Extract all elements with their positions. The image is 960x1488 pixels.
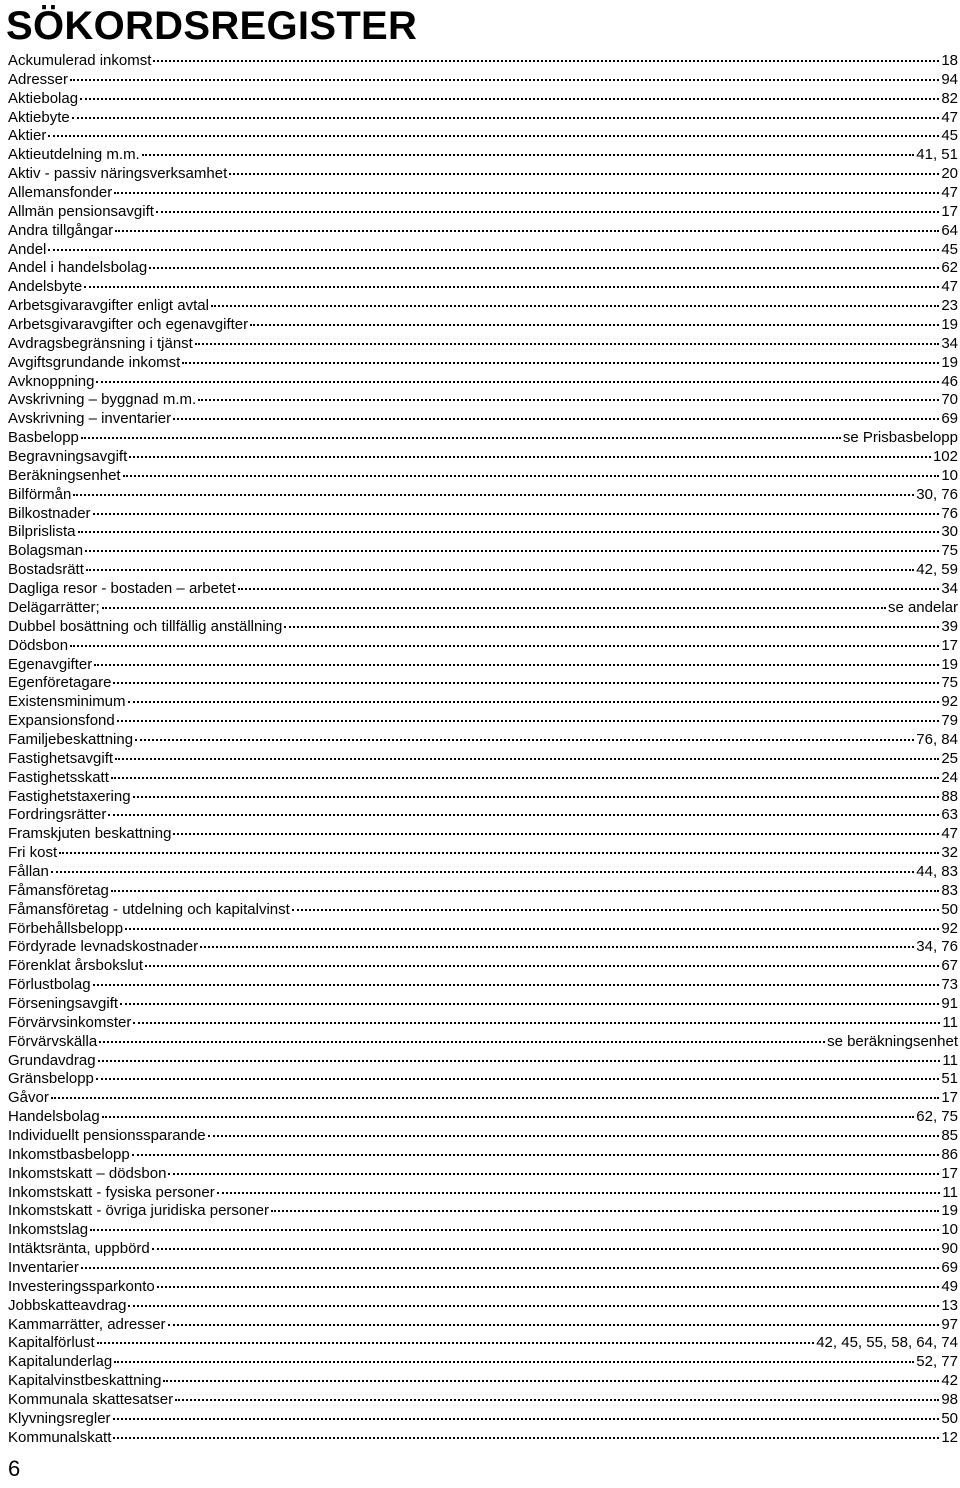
index-page-ref: 20 <box>941 165 958 183</box>
index-page-ref: 92 <box>941 693 958 711</box>
index-page-ref: 42, 59 <box>916 561 958 579</box>
index-page-ref: 30 <box>941 523 958 541</box>
index-term: Bolagsman <box>8 542 84 560</box>
index-page-ref: 51 <box>941 1070 958 1088</box>
dot-leader <box>238 588 940 590</box>
index-page-ref: 30, 76 <box>916 485 958 503</box>
dot-leader <box>115 758 939 760</box>
index-entry <box>8 1240 958 1259</box>
index-term: Fåmansföretag - utdelning och kapitalvinst <box>8 900 290 918</box>
index-entry <box>8 938 958 957</box>
index-term: Kommunalskatt <box>8 1428 112 1446</box>
index-page-ref: 11 <box>942 1051 958 1069</box>
index-term: Allemansfonder <box>8 184 113 202</box>
index-entry <box>8 1184 958 1203</box>
dot-leader <box>114 1361 914 1363</box>
index-entry <box>8 90 958 109</box>
index-term: Avskrivning – byggnad m.m. <box>8 391 197 409</box>
index-entry <box>8 278 958 297</box>
index-page-ref: 76, 84 <box>916 730 958 748</box>
dot-leader <box>70 645 939 647</box>
index-page-ref: 13 <box>941 1296 958 1314</box>
index-entry <box>8 1259 958 1278</box>
index-term: Existensminimum <box>8 693 126 711</box>
index-page-ref: 24 <box>941 768 958 786</box>
index-page-ref: 50 <box>941 900 958 918</box>
index-entry <box>8 882 958 901</box>
index-entry <box>8 1014 958 1033</box>
index-term: Klyvningsregler <box>8 1409 111 1427</box>
index-term: Förenklat årsbokslut <box>8 957 144 975</box>
index-term: Fastighetsavgift <box>8 749 114 767</box>
dot-leader <box>156 211 939 213</box>
index-entry <box>8 391 958 410</box>
index-term: Aktieutdelning m.m. <box>8 146 140 164</box>
index-page-ref: 47 <box>941 825 958 843</box>
index-page-ref: 85 <box>941 1126 958 1144</box>
index-term: Avknoppning <box>8 372 95 390</box>
index-page-ref: 94 <box>941 70 958 88</box>
index-term: Förbehållsbelopp <box>8 919 124 937</box>
index-page-ref: se andelar <box>887 598 958 616</box>
index-page-ref: 10 <box>941 466 958 484</box>
index-term: Andra tillgångar <box>8 221 114 239</box>
dot-leader <box>70 79 939 81</box>
index-entry <box>8 335 958 354</box>
index-term: Egenavgifter <box>8 655 93 673</box>
dot-leader <box>114 192 939 194</box>
index-term: Handelsbolag <box>8 1108 100 1126</box>
index-term: Familjebeskattning <box>8 730 134 748</box>
index-term: Individuellt pensionssparande <box>8 1126 206 1144</box>
index-page-ref: 11 <box>942 1013 958 1031</box>
index-page-ref: 49 <box>941 1277 958 1295</box>
index-entry <box>8 127 958 146</box>
dot-leader <box>145 965 939 967</box>
index-page-ref: 18 <box>941 52 958 69</box>
dot-leader <box>59 852 939 854</box>
index-term: Arbetsgivaravgifter och egenavgifter <box>8 316 249 334</box>
index-page-ref: 47 <box>941 184 958 202</box>
index-term: Andel <box>8 240 47 258</box>
dot-leader <box>133 1022 940 1024</box>
dot-leader <box>72 117 940 119</box>
index-page-ref: 47 <box>941 278 958 296</box>
dot-leader <box>250 324 939 326</box>
dot-leader <box>81 437 841 439</box>
dot-leader <box>97 1342 814 1344</box>
index-entry <box>8 1070 958 1089</box>
index-term: Bostadsrätt <box>8 561 84 579</box>
index-entry <box>8 1316 958 1335</box>
dot-leader <box>94 664 939 666</box>
index-entry <box>8 1089 958 1108</box>
dot-leader <box>113 1418 940 1420</box>
dot-leader <box>51 871 914 873</box>
index-term: Inkomstskatt – dödsbon <box>8 1164 167 1182</box>
index-term: Inkomstslag <box>8 1221 89 1239</box>
index-term: Kapitalförlust <box>8 1334 95 1352</box>
index-entry <box>8 429 958 448</box>
index-page-ref: 73 <box>941 976 958 994</box>
index-term: Basbelopp <box>8 429 79 447</box>
index-page-ref: 82 <box>941 89 958 107</box>
page-number: 6 <box>8 1456 21 1481</box>
dot-leader <box>163 1380 939 1382</box>
index-term: Inkomstskatt - fysiska personer <box>8 1183 215 1201</box>
index-term: Kammarrätter, adresser <box>8 1315 166 1333</box>
index-entry <box>8 259 958 278</box>
index-entry <box>8 769 958 788</box>
index-term: Grundavdrag <box>8 1051 96 1069</box>
index-term: Förlustbolag <box>8 976 91 994</box>
index-term: Avdragsbegränsning i tjänst <box>8 334 193 352</box>
index-entry <box>8 674 958 693</box>
index-entry <box>8 184 958 203</box>
index-term: Aktiebolag <box>8 89 79 107</box>
index-term: Intäktsränta, uppbörd <box>8 1240 150 1258</box>
dot-leader <box>123 475 940 477</box>
dot-leader <box>117 720 940 722</box>
dot-leader <box>149 267 939 269</box>
index-entry <box>8 806 958 825</box>
index-page-ref: 10 <box>941 1221 958 1239</box>
index-term: Fastighetsskatt <box>8 768 109 786</box>
dot-leader <box>81 1267 939 1269</box>
index-page-ref: 32 <box>941 844 958 862</box>
dot-leader <box>113 1437 939 1439</box>
index-page-ref: 69 <box>941 1259 958 1276</box>
index-term: Bilprislista <box>8 523 76 541</box>
index-entry <box>8 373 958 392</box>
index-page-ref: 34 <box>941 334 958 352</box>
dot-leader <box>80 98 939 100</box>
dot-leader <box>86 569 914 571</box>
dot-leader <box>128 1305 939 1307</box>
index-term: Aktiv - passiv näringsverksamhet <box>8 165 228 183</box>
index-entry <box>8 1391 958 1410</box>
index-entry <box>8 448 958 467</box>
index-term: Inkomstbasbelopp <box>8 1145 130 1163</box>
index-term: Aktiebyte <box>8 108 70 126</box>
dot-leader <box>208 1135 940 1137</box>
index-entry <box>8 901 958 920</box>
dot-leader <box>157 1286 940 1288</box>
index-page-ref: 67 <box>941 957 958 975</box>
index-page-ref: 34 <box>941 580 958 598</box>
index-term: Gåvor <box>8 1089 49 1107</box>
dot-leader <box>48 249 939 251</box>
index-entry <box>8 1146 958 1165</box>
index-page-ref: 92 <box>941 919 958 937</box>
index-entry <box>8 656 958 675</box>
index-entry <box>8 410 958 429</box>
index-entry <box>8 1372 958 1391</box>
dot-leader <box>78 531 940 533</box>
index-term: Beräkningsenhet <box>8 466 121 484</box>
index-term: Egenföretagare <box>8 674 112 692</box>
index-term: Kapitalvinstbeskattning <box>8 1372 162 1390</box>
index-page-ref: 17 <box>941 636 958 654</box>
dot-leader <box>48 135 939 137</box>
index-page-ref: 50 <box>941 1409 958 1427</box>
dot-leader <box>198 399 939 401</box>
index-term: Fåmansföretag <box>8 881 109 899</box>
dot-leader <box>129 456 931 458</box>
index-term: Fördyrade levnadskostnader <box>8 938 199 956</box>
dot-leader <box>51 1097 939 1099</box>
index-entry <box>8 1334 958 1353</box>
index-page-ref: 42, 45, 55, 58, 64, 74 <box>816 1334 958 1352</box>
index-entry <box>8 618 958 637</box>
dot-leader <box>292 909 939 911</box>
index-term: Fri kost <box>8 844 58 862</box>
index-page-ref: se Prisbasbelopp <box>842 429 958 447</box>
index-page-ref: 34, 76 <box>916 938 958 956</box>
index-page-ref: 19 <box>941 353 958 371</box>
index-page-ref: 42 <box>941 1372 958 1390</box>
index-term: Dagliga resor - bostaden – arbetet <box>8 580 236 598</box>
dot-leader <box>120 1003 939 1005</box>
index-entry <box>8 863 958 882</box>
index-term: Delägarrätter; <box>8 598 100 616</box>
dot-leader <box>98 1060 941 1062</box>
index-page-ref: 45 <box>941 240 958 258</box>
dot-leader <box>96 1078 939 1080</box>
dot-leader <box>113 682 939 684</box>
index-page-ref: 47 <box>941 108 958 126</box>
index-page-ref: 88 <box>941 787 958 805</box>
index-entry <box>8 1278 958 1297</box>
index-term: Bilkostnader <box>8 504 91 522</box>
dot-leader <box>200 946 914 948</box>
index-term: Begravningsavgift <box>8 448 128 466</box>
index-page-ref: se beräkningsenhet <box>827 1032 958 1050</box>
dot-leader <box>142 154 915 156</box>
index-term: Adresser <box>8 70 69 88</box>
index-entry <box>8 71 958 90</box>
index-page-ref: 62 <box>941 259 958 277</box>
index-entry <box>8 1202 958 1221</box>
index-page-ref: 17 <box>941 1164 958 1182</box>
index-entry <box>8 316 958 335</box>
dot-leader <box>284 626 939 628</box>
dot-leader <box>102 607 886 609</box>
index-page-ref: 102 <box>932 448 958 466</box>
index-list <box>8 52 958 1448</box>
index-page-ref: 79 <box>941 712 958 730</box>
index-page-ref: 97 <box>941 1315 958 1333</box>
index-term: Fållan <box>8 862 49 880</box>
index-entry <box>8 844 958 863</box>
page-title: SÖKORDSREGISTER <box>6 4 418 48</box>
dot-leader <box>211 305 939 307</box>
dot-leader <box>96 381 939 383</box>
index-entry <box>8 542 958 561</box>
index-term: Framskjuten beskattning <box>8 825 172 843</box>
index-page-ref: 70 <box>941 391 958 409</box>
index-entry <box>8 1353 958 1372</box>
index-page-ref: 52, 77 <box>916 1353 958 1371</box>
index-entry <box>8 788 958 807</box>
index-term: Jobbskatteavdrag <box>8 1296 127 1314</box>
index-entry <box>8 1410 958 1429</box>
index-term: Avskrivning – inventarier <box>8 410 172 428</box>
index-page-ref: 44, 83 <box>916 862 958 880</box>
index-entry <box>8 52 958 71</box>
index-page-ref: 23 <box>941 297 958 315</box>
index-term: Kommunala skattesatser <box>8 1391 174 1409</box>
dot-leader <box>90 1229 939 1231</box>
dot-leader <box>168 1324 940 1326</box>
dot-leader <box>85 550 939 552</box>
index-page-ref: 91 <box>941 994 958 1012</box>
index-term: Fordringsrätter <box>8 806 107 824</box>
dot-leader <box>229 173 939 175</box>
index-term: Andelsbyte <box>8 278 83 296</box>
dot-leader <box>99 1041 825 1043</box>
index-page-ref: 63 <box>941 806 958 824</box>
index-page-ref: 19 <box>941 655 958 673</box>
index-term: Allmän pensionsavgift <box>8 202 154 220</box>
index-term: Inkomstskatt - övriga juridiska personer <box>8 1202 269 1220</box>
index-term: Investeringssparkonto <box>8 1277 155 1295</box>
index-page-ref: 45 <box>941 127 958 145</box>
index-entry <box>8 693 958 712</box>
index-page-ref: 25 <box>941 749 958 767</box>
index-entry <box>8 1429 958 1448</box>
index-page-ref: 64 <box>941 221 958 239</box>
index-page-ref: 75 <box>941 542 958 560</box>
index-entry <box>8 523 958 542</box>
index-term: Fastighetstaxering <box>8 787 131 805</box>
dot-leader <box>111 890 939 892</box>
dot-leader <box>195 343 939 345</box>
dot-leader <box>108 814 939 816</box>
index-entry <box>8 222 958 241</box>
index-entry <box>8 580 958 599</box>
index-term: Avgiftsgrundande inkomst <box>8 353 181 371</box>
dot-leader <box>271 1210 939 1212</box>
index-entry <box>8 561 958 580</box>
dot-leader <box>152 1248 940 1250</box>
dot-leader <box>128 701 940 703</box>
index-term: Dubbel bosättning och tillfällig anställning <box>8 617 283 635</box>
index-term: Bilförmån <box>8 485 72 503</box>
index-entry <box>8 1221 958 1240</box>
index-page-ref: 19 <box>941 1202 958 1220</box>
dot-leader <box>135 739 914 741</box>
dot-leader <box>115 230 939 232</box>
index-term: Förvärvskälla <box>8 1032 98 1050</box>
index-entry <box>8 1052 958 1071</box>
index-term: Inventarier <box>8 1259 79 1276</box>
index-page-ref: 17 <box>941 1089 958 1107</box>
index-entry <box>8 599 958 618</box>
dot-leader <box>93 984 940 986</box>
index-term: Arbetsgivaravgifter enligt avtal <box>8 297 209 315</box>
index-page-ref: 39 <box>941 617 958 635</box>
index-term: Aktier <box>8 127 47 145</box>
dot-leader <box>125 928 939 930</box>
index-entry <box>8 1165 958 1184</box>
dot-leader <box>133 796 940 798</box>
dot-leader <box>102 1116 915 1118</box>
index-entry <box>8 1127 958 1146</box>
index-entry <box>8 1297 958 1316</box>
index-entry <box>8 297 958 316</box>
index-entry <box>8 920 958 939</box>
index-term: Andel i handelsbolag <box>8 259 148 277</box>
dot-leader <box>173 833 939 835</box>
index-entry <box>8 203 958 222</box>
index-term: Förvärvsinkomster <box>8 1013 132 1031</box>
index-page-ref: 76 <box>941 504 958 522</box>
index-entry <box>8 165 958 184</box>
index-entry <box>8 1108 958 1127</box>
index-entry <box>8 505 958 524</box>
index-page-ref: 11 <box>942 1183 958 1201</box>
index-entry <box>8 976 958 995</box>
dot-leader <box>175 1399 939 1401</box>
index-page-ref: 90 <box>941 1240 958 1258</box>
index-entry <box>8 109 958 128</box>
index-term: Ackumulerad inkomst <box>8 52 152 69</box>
index-entry <box>8 146 958 165</box>
index-entry <box>8 354 958 373</box>
index-entry <box>8 957 958 976</box>
dot-leader <box>217 1192 941 1194</box>
index-page-ref: 41, 51 <box>916 146 958 164</box>
index-page-ref: 69 <box>941 410 958 428</box>
index-page-ref: 17 <box>941 202 958 220</box>
index-term: Dödsbon <box>8 636 69 654</box>
index-term: Expansionsfond <box>8 712 115 730</box>
index-term: Förseningsavgift <box>8 994 119 1012</box>
index-entry <box>8 1033 958 1052</box>
index-entry <box>8 467 958 486</box>
dot-leader <box>132 1154 940 1156</box>
dot-leader <box>153 60 939 62</box>
index-term: Kapitalunderlag <box>8 1353 113 1371</box>
index-page-ref: 83 <box>941 881 958 899</box>
index-entry <box>8 712 958 731</box>
index-term: Gränsbelopp <box>8 1070 94 1088</box>
dot-leader <box>168 1173 939 1175</box>
index-page-ref: 75 <box>941 674 958 692</box>
index-entry <box>8 637 958 656</box>
index-page-ref: 98 <box>941 1391 958 1409</box>
dot-leader <box>84 286 939 288</box>
index-entry <box>8 995 958 1014</box>
index-entry <box>8 486 958 505</box>
dot-leader <box>111 777 939 779</box>
dot-leader <box>173 418 939 420</box>
dot-leader <box>73 494 914 496</box>
index-entry <box>8 825 958 844</box>
index-entry <box>8 241 958 260</box>
index-entry <box>8 750 958 769</box>
index-page-ref: 62, 75 <box>916 1108 958 1126</box>
index-page-ref: 12 <box>941 1428 958 1446</box>
dot-leader <box>182 362 939 364</box>
dot-leader <box>93 513 940 515</box>
index-page-ref: 46 <box>941 372 958 390</box>
index-page-ref: 86 <box>941 1145 958 1163</box>
index-entry <box>8 731 958 750</box>
index-page-ref: 19 <box>941 316 958 334</box>
